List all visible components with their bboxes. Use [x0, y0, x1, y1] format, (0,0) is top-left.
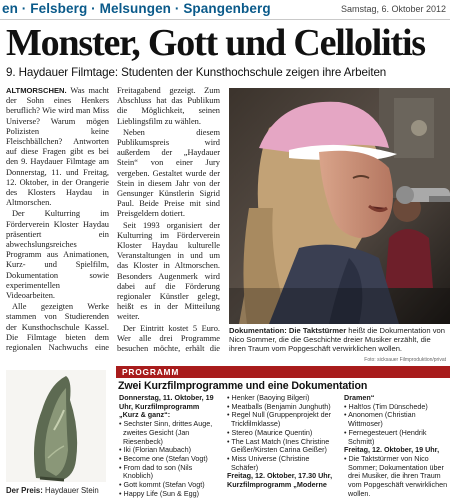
article-paragraph: Freitagabend gezeigt. Zum Abschluss hat das Publikum die Möglichkeit, seinen Lieblingsfilm zu wählen. — [117, 86, 220, 126]
stone-sculpture-illustration — [6, 370, 106, 482]
programm-entry: • Halt!os (Tim Dünschede) — [344, 401, 428, 411]
programm-heading: Donnerstag, 11. Oktober, 19 Uhr, Kurzfilmprogramm „Kurz & ganz“: — [119, 394, 214, 420]
programm-banner — [116, 366, 450, 378]
programm-entry: • Henker (Baoying Bilgeri) — [227, 394, 310, 402]
programm-entry: • Gott kommt (Stefan Vogt) — [119, 480, 205, 490]
programm-entry: • From dad to son (Nils Knoblich) — [119, 462, 193, 481]
article-column-2 — [117, 86, 220, 354]
photo-credit: Foto: sicksauer Filmproduktion/privat — [364, 357, 446, 363]
programm-entry: • Anonomen (Christian Wittmoser) — [344, 410, 416, 429]
programm-entry: • The Last Match (Ines Christine Geißer/Kirsten Carina Geißer) — [227, 436, 330, 455]
paragraph-text: Was macht der Sohn eines Henkers beruflich? Wie wird man Miss Universe? Warum mögen Polizisten keine Fleischbällchen? Antworten auf diese Fragen gibt es bei den 9. Haydauer Filmtage am Donnerstag, 11. und Freitag, 12. Oktober, in der Orangerie des Klosters Haydau in Altmorschen. — [6, 86, 109, 208]
issue-date: Samstag, 6. Oktober 2012 — [340, 4, 446, 14]
article-paragraph: Neben diesem Publikumspreis wird außerdem der „Haydauer Stein“ von einer Jury vergeben. Gestaltet wurde der Stein in diesem Jahr von der Gensunger Künstlerin Sigrid Paul. Beide Preise mit sind Preisgeldern dotiert. — [117, 127, 220, 219]
caption-lead: Dokumentation: Die Taktstürmer — [229, 326, 347, 335]
programm-heading: Freitag, 12. Oktober, 17.30 Uhr, Kurzfilmprogramm „Moderne — [227, 471, 333, 490]
programm-column-2 — [227, 394, 337, 500]
article-paragraph — [6, 86, 109, 208]
programm-entry: • Sechster Sinn, drittes Auge, zweites Gesicht (Jan Riesenbeck) — [119, 419, 213, 446]
article-paragraph: Der Eintritt kostet 5 Euro. Wer alle drei Programme besuchen möchte, erhält die — [117, 323, 220, 354]
sculpture-caption-lead: Der Preis: — [6, 486, 43, 495]
article-paragraph: Seit 1993 organisiert der Kulturring im Förderverein Kloster Haydau kulturelle Veranstaltungen in und um das Kloster in Altmorschen. Besonders Augenmerk wird dabei auf die Förderung regionaler Künstler gelegt, heißt es in der Mitteilung weiter. — [117, 220, 220, 322]
programm-entry: • Die Taktstürmer von Nico Sommer; Dokumentation über drei Musiker, die ihren Traum vom Popgeschäft verwirklichen wollen. — [344, 453, 448, 498]
programm-heading: Dramen“ — [344, 394, 375, 402]
singer-photo-illustration — [229, 88, 450, 324]
caption-text: heißt die Dokumentation von Nico Sommer, die die Geschichte dreier Musiker erzählt, die ihren Traum vom Popgeschäft verwirklichen wollen. — [229, 326, 445, 353]
article-paragraph: Alle gezeigten Werke stammen von Studierenden der Kunsthochschule Kassel. Die Filmtage bieten dem regionalen Nachwuchs eine — [6, 302, 109, 353]
programm-entry: • Meatballs (Benjamin Junghuth) — [227, 401, 331, 411]
header-bar — [0, 0, 450, 20]
section-cities: en · Felsberg · Melsungen · Spangenberg — [2, 1, 271, 16]
programm-title: Zwei Kurzfilmprogramme und eine Dokumentation — [118, 380, 368, 392]
singer-photo — [229, 88, 450, 324]
programm-entry: • Become one (Stefan Vogt) — [119, 453, 208, 463]
programm-entry: • Regel Null (Gruppenprojekt der Trickfilmklasse) — [227, 410, 331, 429]
subheadline: 9. Haydauer Filmtage: Studenten der Kunsthochschule zeigen ihre Arbeiten — [6, 66, 387, 79]
programm-entry: • Happy Life (Sun & Egg) — [119, 488, 200, 498]
sculpture-caption-text: Haydauer Stein — [42, 486, 99, 495]
programm-entry: • Stereo (Maurice Quentin) — [227, 427, 313, 437]
programm-entry: • Miss Universe (Christine Schäfer) — [227, 453, 310, 472]
sculpture-caption — [6, 486, 99, 495]
programm-heading: Freitag, 12. Oktober, 19 Uhr, — [344, 445, 440, 455]
article-paragraph: Der Kulturring im Förderverein Kloster Haydau präsentiert ein abwechslungsreiches Programm aus Animationen, Kurz- und Spielfilm, Dokumentation sowie experimentellen Videoarbeiten. — [6, 209, 109, 301]
programm-entry: • Fernegesteuert (Hendrik Schmitt) — [344, 427, 427, 446]
programm-entry: • Iki (Florian Maubach) — [119, 445, 192, 455]
article-column-1 — [6, 86, 109, 354]
programm-label: PROGRAMM — [122, 367, 180, 377]
photo-caption — [229, 326, 448, 353]
headline: Monster, Gott und Cellolitis — [6, 22, 425, 64]
dateline: ALTMORSCHEN. — [6, 86, 67, 95]
programm-column-1 — [119, 394, 219, 500]
programm-column-3 — [344, 394, 448, 500]
prize-sculpture-photo — [6, 370, 106, 482]
